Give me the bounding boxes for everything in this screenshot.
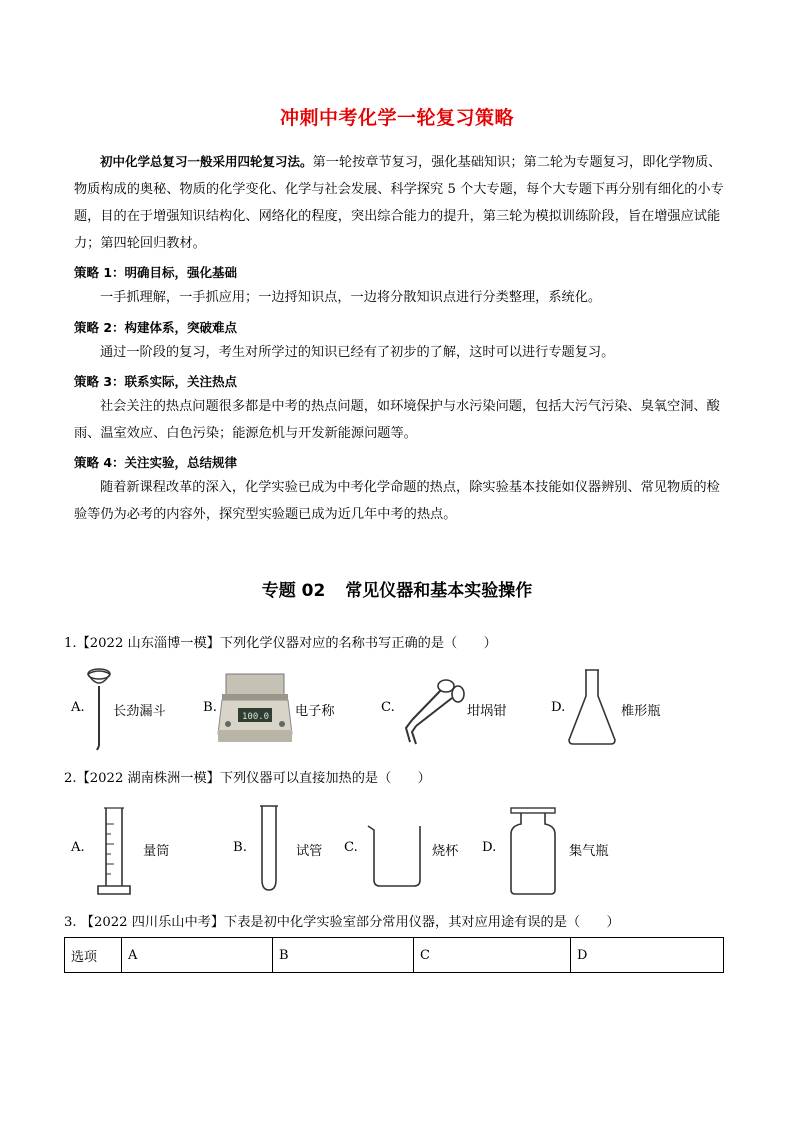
q1-option-c-letter: C. <box>381 700 395 715</box>
question-3-table <box>64 937 724 973</box>
q1-option-b-label: 电子称 <box>295 704 335 719</box>
question-1-stem: 1.【2022 山东淄博一模】下列化学仪器对应的名称书写正确的是（ ） <box>64 636 497 651</box>
graduated-cylinder-icon <box>94 804 136 898</box>
table-header-cell: D <box>571 938 724 973</box>
question-3-stem: 3. 【2022 四川乐山中考】下表是初中化学实验室部分常用仪器，其对应用途有误的是（ ） <box>64 915 620 930</box>
page-title: 冲刺中考化学一轮复习策略 <box>279 107 514 129</box>
balance-display-readout: 100.0 <box>242 712 270 722</box>
crucible-tongs-icon <box>396 670 466 748</box>
section-name: 常见仪器和基本实验操作 <box>345 581 533 601</box>
intro-lead: 初中化学总复习一般采用四轮复习法。 <box>100 154 313 169</box>
q2-option-b-letter: B. <box>233 840 247 855</box>
conical-flask-icon <box>565 666 619 748</box>
q2-option-a-letter: A. <box>71 840 85 855</box>
q2-option-c-label: 烧杯 <box>432 844 459 859</box>
q2-option-c-letter: C. <box>344 840 358 855</box>
q2-option-b-label: 试管 <box>296 844 323 859</box>
q2-option-d-label: 集气瓶 <box>569 844 609 859</box>
section-number: 专题 02 <box>261 581 326 601</box>
long-neck-funnel-icon <box>84 664 114 752</box>
strategy-heading-4: 策略 4：关注实验，总结规律 <box>74 455 238 470</box>
intro-text: 第一轮按章节复习，强化基础知识；第二轮为专题复习，即化学物质、物质构成的奥秘、物质的化学变化、化学与社会发展、科学探究 5 个大专题，每个大专题下再分别有细化的小专题，目的在于增强知识结构化、网络化的程度，突出综合能力的提升，第三轮为模拟训练阶段，旨在增强应试能力；第四轮回归教材。 <box>74 155 724 251</box>
strategy-heading-2: 策略 2：构建体系，突破难点 <box>74 320 238 335</box>
q1-option-c-label: 坩埚钳 <box>467 704 507 719</box>
strategy-body-3: 社会关注的热点问题很多都是中考的热点问题，如环境保护与水污染问题，包括大污气污染、臭氧空洞、酸雨、温室效应、白色污染；能源危机与开发新能源问题等。 <box>74 399 720 441</box>
q2-option-a-label: 量筒 <box>143 844 170 859</box>
test-tube-icon <box>256 802 282 894</box>
table-row <box>65 938 724 973</box>
intro-paragraph <box>74 148 724 257</box>
question-2-stem: 2.【2022 湖南株洲一模】下列仪器可以直接加热的是（ ） <box>64 771 431 786</box>
strategy-body-1: 一手抓理解，一手抓应用；一边捋知识点，一边将分散知识点进行分类整理，系统化。 <box>100 290 602 305</box>
table-header-cell: 选项 <box>65 938 122 973</box>
gas-collecting-bottle-icon <box>505 806 561 896</box>
q2-option-d-letter: D. <box>482 840 497 855</box>
q1-option-b-letter: B. <box>203 700 217 715</box>
table-header-cell: A <box>122 938 273 973</box>
strategy-heading-3: 策略 3：联系实际，关注热点 <box>74 374 238 389</box>
table-header-cell: B <box>273 938 414 973</box>
beaker-icon <box>364 820 428 890</box>
q1-option-d-letter: D. <box>551 700 566 715</box>
strategy-heading-1: 策略 1：明确目标，强化基础 <box>74 265 238 280</box>
table-header-cell: C <box>414 938 571 973</box>
section-title <box>0 576 794 601</box>
q1-option-d-label: 椎形瓶 <box>621 704 661 719</box>
q1-option-a-label: 长劲漏斗 <box>113 704 166 719</box>
strategy-body-4: 随着新课程改革的深入，化学实验已成为中考化学命题的热点，除实验基本技能如仪器辨别、常见物质的检验等仍为必考的内容外，探究型实验题已成为近几年中考的热点。 <box>74 480 720 522</box>
strategy-body-2: 通过一阶段的复习，考生对所学过的知识已经有了初步的了解，这时可以进行专题复习。 <box>100 345 615 360</box>
electronic-balance-icon <box>216 668 294 744</box>
q1-option-a-letter: A. <box>71 700 85 715</box>
